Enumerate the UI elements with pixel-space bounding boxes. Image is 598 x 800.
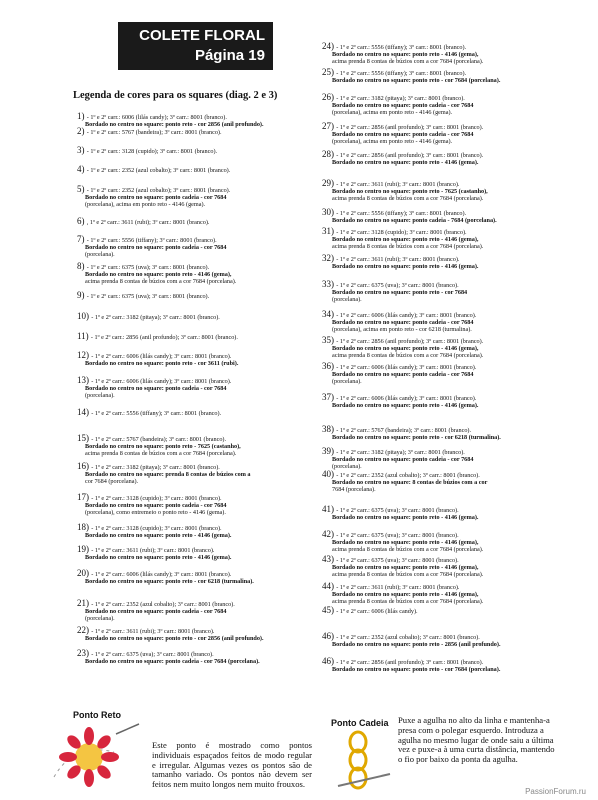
legend-item-line: - 1º e 2º carr.: 6006 (lilás candy).: [336, 608, 418, 615]
legend-item: [77, 352, 238, 367]
legend-item: [77, 570, 254, 585]
legend-item-detail: (porcelana).: [85, 251, 115, 259]
legend-item-number: 12): [77, 350, 92, 360]
legend-item-line: - 1º e 2º carr.: 6375 (uva); 3º carr.: 8001 (branco).: [336, 507, 459, 514]
legend-item-number: 3): [77, 145, 87, 155]
ponto-reto-illustration: [44, 722, 144, 792]
legend-item-line: , 1º e 2º carr.: 3611 (rubi); 3º carr.: 8001 (branco).: [86, 219, 210, 226]
legend-item: [77, 147, 217, 155]
legend-item-number: 33): [322, 279, 337, 289]
legend-item-line: - 1º e 2º carr.: 3128 (cupido); 3º carr.: 8001 (branco).: [91, 495, 222, 502]
legend-item-detail: Bordado no centro no square: ponto reto - 4146 (gema),: [332, 564, 479, 572]
legend-item-detail: Bordado no centro no square: ponto cadeia - cor 7684: [85, 244, 227, 252]
legend-item-detail: (porcelana).: [85, 615, 115, 623]
legend-item: [322, 556, 483, 579]
legend-item: [77, 463, 251, 486]
legend-item: [77, 494, 226, 517]
legend-item: [322, 337, 483, 360]
legend-item: [322, 43, 483, 66]
legend-item: [77, 377, 231, 400]
legend-item-detail: Bordado no centro no square: ponto cadeia - cor 7684: [85, 502, 227, 510]
ponto-cadeia-illustration: [330, 728, 396, 798]
legend-item-number: 7): [77, 234, 87, 244]
legend-item-number: 44): [322, 581, 337, 591]
legend-item-detail: Bordado no centro no square: ponto reto - 7625 (castanho),: [85, 443, 241, 451]
legend-item: [77, 128, 222, 136]
legend-item: [322, 607, 418, 615]
legend-item-detail: Bordado no centro no square: ponto reto - 4146 (gema),: [332, 51, 479, 59]
legend-item-detail: Bordado no centro no square: ponto cadeia - cor 7684: [332, 371, 474, 379]
legend-item-line: - 1º e 2º carr.: 2856 (anil profundo); 3º carr.: 8001 (branco).: [90, 334, 238, 341]
legend-item-number: 45): [322, 605, 337, 615]
legend-item-line: - 1º e 2º carr.: 6006 (lilás candy); 3º carr.: 8001 (branco).: [91, 378, 232, 385]
legend-item-detail: Bordado no centro no square: ponto reto - cor 6218 (turmalina).: [85, 578, 254, 586]
legend-item: [322, 123, 483, 146]
legend-item-number: 14): [77, 407, 92, 417]
legend-item-line: - 1º e 2º carr.: 3128 (cupido); 3º carr.: 8001 (branco).: [336, 229, 467, 236]
ponto-reto-text: Este ponto é mostrado como pontos individuais espaçados feitos de modo regular e irregular. Algumas vezes os pontos são de tamanho variado. Os pontos não devem ser feitos nem muito longos nem muito frouxos.: [152, 740, 312, 790]
header-page: Página 19: [194, 47, 265, 64]
legend-item-line: - 1º e 2º carr.: 2352 (azul cobalto); 3º carr.: 8001 (branco).: [336, 634, 480, 641]
legend-item-number: 31): [322, 226, 337, 236]
legend-item: [322, 209, 497, 224]
legend-item: [322, 633, 501, 648]
legend-item-number: 2): [77, 126, 87, 136]
legend-item-number: 29): [322, 178, 337, 188]
needle-icon: [116, 724, 139, 734]
legend-item: [77, 313, 220, 321]
legend-item-line: - 1º e 2º carr.: 2352 (azul cobalto); 3º carr.: 8001 (branco).: [336, 472, 480, 479]
legend-item-line: - 1º e 2º carr.: 2856 (anil profundo); 3º carr.: 8001 (branco).: [336, 659, 484, 666]
legend-item-number: 43): [322, 554, 337, 564]
legend-item-detail: (porcelana), acima em ponto reto - cor 6218 (turmalina).: [332, 326, 472, 334]
ponto-reto-title: Ponto Reto: [73, 710, 121, 720]
header-title: COLETE FLORAL: [139, 27, 265, 44]
legend-item-line: - 1º e 2º carr.: 5767 (bandeira); 3º carr.: 8001 (branco).: [91, 436, 227, 443]
legend-item-line: - 1º e 2º carr.: 5556 (tiffany); 3º carr.: 8001 (branco).: [86, 237, 217, 244]
legend-item-number: 11): [77, 331, 91, 341]
legend-item: [322, 448, 473, 471]
legend-item-line: - 1º e 2º carr.: 2352 (azul cobalto); 3º carr.: 8001 (branco).: [86, 187, 231, 194]
legend-item: [322, 583, 483, 606]
legend-item-number: 25): [322, 67, 337, 77]
legend-item: [322, 281, 467, 304]
legend-item-line: - 1º e 2º carr.: 3182 (pitaya); 3º carr.: 8001 (branco).: [336, 449, 465, 456]
legend-item-line: - 1º e 2º carr.: 3611 (rubi); 3º carr.: 8001 (branco).: [336, 584, 460, 591]
legend-item-number: 5): [77, 184, 87, 194]
legend-item-line: - 1º e 2º carr.: 3182 (pitaya); 3º carr.: 8001 (branco).: [91, 314, 220, 321]
legend-item-number: 4): [77, 164, 87, 174]
legend-item-number: 23): [77, 648, 92, 658]
legend-item: [322, 228, 483, 251]
legend-item: [322, 363, 476, 386]
legend-item-detail: Bordado no centro no square: ponto cadeia - cor 7684: [85, 608, 227, 616]
legend-item: [322, 180, 488, 203]
legend-item: [77, 546, 231, 561]
legend-item: [77, 627, 264, 642]
legend-item-detail: Bordado no centro no square: ponto cadeia - cor 7684: [85, 385, 227, 393]
legend-item-detail: Bordado no centro no square: ponto reto - 2856 (anil profundo).: [332, 641, 501, 649]
legend-item-number: 22): [77, 625, 92, 635]
legend-item-line: - 1º e 2º carr.: 6006 (lilás candy); 3º carr.: 8001 (branco).: [91, 571, 232, 578]
legend-item-detail: Bordado no centro no square: ponto cadeia - cor 7684: [332, 456, 474, 464]
legend-item-number: 24): [322, 41, 337, 51]
legend-item: [322, 394, 478, 409]
legend-item-number: 27): [322, 121, 337, 131]
legend-item-number: 20): [77, 568, 92, 578]
legend-item-detail: Bordado no centro no square: ponto reto - 4146 (gema).: [332, 263, 479, 271]
legend-item-detail: Bordado no centro no square: ponto reto - 4146 (gema),: [332, 591, 479, 599]
legend-item-number: 28): [322, 149, 337, 159]
legend-item-detail: acima prenda 8 contas de búzios com a cor 7684 (porcelana).: [332, 243, 484, 251]
legend-item-line: - 1º e 2º carr.: 5556 (tiffany); 3º carr.: 8001 (branco).: [336, 44, 467, 51]
legend-item-detail: Bordado no centro no square: ponto reto - cor 7684 (porcelana).: [332, 77, 501, 85]
legend-title: Legenda de cores para os squares (diag. 2 e 3): [73, 90, 278, 101]
legend-item-detail: Bordado no centro no square: ponto cadeia - cor 7684: [332, 131, 474, 139]
legend-item-number: 26): [322, 92, 337, 102]
legend-item: [77, 166, 230, 174]
legend-item-number: 38): [322, 424, 337, 434]
legend-item: [77, 333, 238, 341]
legend-item: [322, 471, 487, 494]
legend-item-number: 41): [322, 504, 337, 514]
legend-item: [322, 69, 500, 84]
legend-item-detail: acima prenda 8 contas de búzios com a cor 7684 (porcelana).: [332, 546, 484, 554]
legend-item-detail: Bordado no centro no square: ponto reto - cor 3611 (rubi).: [85, 360, 239, 368]
legend-item-line: - 1º e 2º carr.: 3611 (rubi); 3º carr.: 8001 (branco).: [336, 181, 460, 188]
legend-item-detail: acima prenda 8 contas de búzios com a cor 7684 (porcelana).: [85, 450, 237, 458]
legend-item-number: 10): [77, 311, 92, 321]
legend-item: [77, 218, 209, 226]
legend-item-detail: Bordado no centro no square: ponto cadeia - 7684 (porcelana).: [332, 217, 497, 225]
legend-item-line: - 1º e 2º carr.: 3611 (rubi); 3º carr.: 8001 (branco).: [91, 547, 215, 554]
legend-item-detail: acima prenda 8 contas de búzios com a cor 7684 (porcelana).: [332, 195, 484, 203]
legend-item-line: - 1º e 2º carr.: 6375 (uva); 3º carr.: 8001 (branco).: [336, 557, 459, 564]
legend-item-number: 19): [77, 544, 92, 554]
legend-item-line: - 1º e 2º carr.: 5767 (bandeira); 3º carr.: 8001 (branco).: [86, 129, 222, 136]
legend-item: [322, 255, 478, 270]
legend-item-line: - 1º e 2º carr.: 6006 (lilás candy); 3º carr.: 8001 (branco).: [336, 312, 477, 319]
legend-item-number: 32): [322, 253, 337, 263]
legend-item-line: - 1º e 2º carr.: 5556 (tiffany); 3º carr.: 8001 (branco).: [91, 410, 222, 417]
legend-item: [77, 263, 236, 286]
legend-item-detail: Bordado no centro no square: ponto reto - 4146 (gema),: [332, 236, 479, 244]
legend-item-number: 37): [322, 392, 337, 402]
legend-item-detail: (porcelana).: [332, 296, 362, 304]
legend-item-detail: (porcelana).: [332, 378, 362, 386]
legend-item: [77, 113, 264, 128]
legend-item-line: - 1º e 2º carr.: 6375 (uva); 3º carr.: 8001 (branco).: [91, 651, 214, 658]
page-header: [118, 22, 273, 70]
legend-item-number: 9): [77, 290, 87, 300]
legend-item-number: 15): [77, 433, 92, 443]
legend-item: [322, 94, 473, 117]
legend-item-line: - 1º e 2º carr.: 2352 (azul cobalto); 3º carr.: 8001 (branco).: [86, 167, 231, 174]
legend-item: [77, 292, 209, 300]
legend-item-detail: Bordado no centro no square: ponto reto - cor 6218 (turmalina).: [332, 434, 501, 442]
legend-item-line: - 1º e 2º carr.: 3611 (rubi); 3º carr.: 8001 (branco).: [91, 628, 215, 635]
legend-item: [322, 506, 478, 521]
ponto-cadeia-text: Puxe a agulha no alto da linha e mantenha-a presa com o polegar esquerdo. Introduza a agulha no mesmo lugar de onde saiu a última vez e puxe-a à uma curta distância, mantendo o fio por baixo da ponta da agulha.: [398, 715, 555, 765]
legend-item-line: - 1º e 2º carr.: 6006 (lilás candy); 3º carr.: 8001 (branco).: [86, 114, 227, 121]
legend-item-detail: Bordado no centro no square: ponto reto - 4146 (gema).: [332, 159, 479, 167]
legend-item: [77, 650, 260, 665]
legend-item-detail: (porcelana), acima em ponto reto - 4146 (gema).: [85, 201, 206, 209]
legend-item-detail: Bordado no centro no square: ponto reto - cor 7684: [332, 289, 468, 297]
legend-item-detail: Bordado no centro no square: ponto reto - 4146 (gema).: [332, 402, 479, 410]
legend-item-number: 39): [322, 446, 337, 456]
legend-item-detail: Bordado no centro no square: ponto cadeia - cor 7684 (porcelana).: [85, 658, 260, 666]
legend-item-detail: 7684 (porcelana).: [332, 486, 376, 494]
legend-item-number: 17): [77, 492, 92, 502]
legend-item-line: - 1º e 2º carr.: 5556 (tiffany); 3º carr.: 8001 (branco).: [336, 210, 467, 217]
legend-item-detail: Bordado no centro no square: ponto reto - cor 2856 (anil profundo).: [85, 635, 264, 643]
legend-item-number: 46): [322, 656, 337, 666]
legend-item-detail: Bordado no centro no square: ponto reto - 4146 (gema).: [332, 514, 479, 522]
legend-item-line: - 1º e 2º carr.: 3128 (cupido); 3º carr.: 8001 (branco).: [91, 525, 222, 532]
legend-item-line: - 1º e 2º carr.: 6375 (uva); 3º carr.: 8001 (branco).: [86, 264, 210, 271]
legend-item: [77, 186, 230, 209]
legend-item-detail: cor 7684 (porcelana).: [85, 478, 139, 486]
legend-item: [77, 236, 226, 259]
legend-item: [322, 311, 476, 334]
legend-item-detail: Bordado no centro no square: ponto reto - 4146 (gema),: [332, 345, 479, 353]
legend-item-number: 34): [322, 309, 337, 319]
legend-item-line: - 1º e 2º carr.: 5767 (bandeira); 3º carr.: 8001 (branco).: [336, 427, 472, 434]
legend-item-detail: (porcelana), como entremeio o ponto reto - 4146 (gema).: [85, 509, 226, 517]
legend-item-detail: Bordado no centro no square: ponto cadeia - cor 7684: [332, 102, 474, 110]
legend-item-detail: Bordado no centro no square: ponto reto - 7625 (castanho),: [332, 188, 488, 196]
legend-item-line: - 1º e 2º carr.: 2856 (anil profundo); 3º carr.: 8001 (branco).: [336, 152, 484, 159]
legend-item-number: 42): [322, 529, 337, 539]
legend-item-number: 40): [322, 469, 337, 479]
legend-item-line: - 1º e 2º carr.: 2856 (anil profundo); 3º carr.: 8001 (branco).: [336, 124, 484, 131]
watermark: PassionForum.ru: [525, 787, 586, 796]
legend-item-detail: (porcelana), acima em ponto reto - 4146 (gema).: [332, 138, 453, 146]
legend-item-detail: acima prenda 8 contas de búzios com a cor 7684 (porcelana).: [332, 571, 484, 579]
legend-item-number: 18): [77, 522, 92, 532]
legend-item-detail: Bordado no centro no square: prenda 8 contas de búzios com a: [85, 471, 251, 479]
legend-item-number: 6): [77, 216, 87, 226]
legend-item-line: - 1º e 2º carr.: 3128 (cupido); 3º carr.: 8001 (branco).: [86, 148, 218, 155]
legend-item: [322, 151, 483, 166]
legend-item-number: 21): [77, 598, 92, 608]
legend-item-detail: Bordado no centro no square: ponto reto - 4146 (gema).: [85, 554, 232, 562]
legend-item-line: - 1º e 2º carr.: 6375 (uva); 3º carr.: 8001 (branco).: [336, 532, 459, 539]
legend-item: [77, 435, 241, 458]
legend-item: [77, 524, 231, 539]
legend-item-number: 35): [322, 335, 337, 345]
legend-item-line: - 1º e 2º carr.: 2856 (anil profundo); 3º carr.: 8001 (branco).: [336, 338, 484, 345]
legend-item-detail: acima prenda 8 contas de búzios com a cor 7684 (porcelana).: [85, 278, 237, 286]
legend-item-number: 1): [77, 111, 87, 121]
legend-item-detail: Bordado no centro no square: ponto cadeia - cor 7684: [85, 194, 227, 202]
legend-item-line: - 1º e 2º carr.: 3182 (pitaya); 3º carr.: 8001 (branco).: [336, 95, 465, 102]
legend-item-detail: Bordado no centro no square: ponto cadeia - cor 7684: [332, 319, 474, 327]
legend-item-line: - 1º e 2º carr.: 6006 (lilás candy); 3º carr.: 8001 (branco).: [91, 353, 232, 360]
legend-item-detail: Bordado no centro no square: ponto reto - cor 7684 (porcelana).: [332, 666, 501, 674]
legend-item-number: 36): [322, 361, 337, 371]
legend-item-detail: (porcelana).: [85, 392, 115, 400]
legend-item-detail: acima prenda 8 contas de búzios com a cor 7684 (porcelana).: [332, 598, 484, 606]
legend-item-line: - 1º e 2º carr.: 6006 (lilás candy); 3º carr.: 8001 (branco).: [336, 395, 477, 402]
legend-item-detail: Bordado no centro no square: ponto reto - cor 2856 (anil profundo).: [85, 121, 264, 129]
legend-item: [322, 426, 501, 441]
legend-item: [77, 600, 235, 623]
legend-item-detail: Bordado no centro no square: ponto reto - 4146 (gema),: [85, 271, 232, 279]
legend-item-detail: Bordado no centro no square: ponto reto - 4146 (gema),: [332, 539, 479, 547]
legend-item-detail: Bordado no centro no square: 8 contas de búzios com a cor: [332, 479, 488, 487]
legend-item-line: - 1º e 2º carr.: 6006 (lilás candy); 3º carr.: 8001 (branco).: [336, 364, 477, 371]
legend-item-number: 8): [77, 261, 87, 271]
legend-item-number: 13): [77, 375, 92, 385]
legend-item-number: 46): [322, 631, 337, 641]
legend-item-detail: Bordado no centro no square: ponto reto - 4146 (gema).: [85, 532, 232, 540]
legend-item-number: 30): [322, 207, 337, 217]
legend-item-detail: acima prenda 8 contas de búzios com a cor 7684 (porcelana).: [332, 58, 484, 66]
legend-item-detail: (porcelana), acima em ponto reto - 4146 (gema).: [332, 109, 453, 117]
legend-item: [322, 658, 500, 673]
legend-item-line: - 1º e 2º carr.: 3611 (rubi); 3º carr.: 8001 (branco).: [336, 256, 460, 263]
legend-item-number: 16): [77, 461, 92, 471]
ponto-cadeia-title: Ponto Cadeia: [331, 718, 389, 728]
legend-item-line: - 1º e 2º carr.: 5556 (tiffany); 3º carr.: 8001 (branco).: [336, 70, 467, 77]
legend-item-detail: acima prenda 8 contas de búzios com a cor 7684 (porcelana).: [332, 352, 484, 360]
legend-item-line: - 1º e 2º carr.: 6375 (uva); 3º carr.: 8001 (branco).: [86, 293, 210, 300]
legend-item-line: - 1º e 2º carr.: 6375 (uva); 3º carr.: 8001 (branco).: [336, 282, 459, 289]
legend-item-line: - 1º e 2º carr.: 2352 (azul cobalto); 3º carr.: 8001 (branco).: [91, 601, 235, 608]
legend-item-line: - 1º e 2º carr.: 3182 (pitaya); 3º carr.: 8001 (branco).: [91, 464, 220, 471]
legend-item: [77, 409, 221, 417]
legend-item: [322, 531, 483, 554]
legend-item-detail: (porcelana).: [332, 463, 362, 471]
